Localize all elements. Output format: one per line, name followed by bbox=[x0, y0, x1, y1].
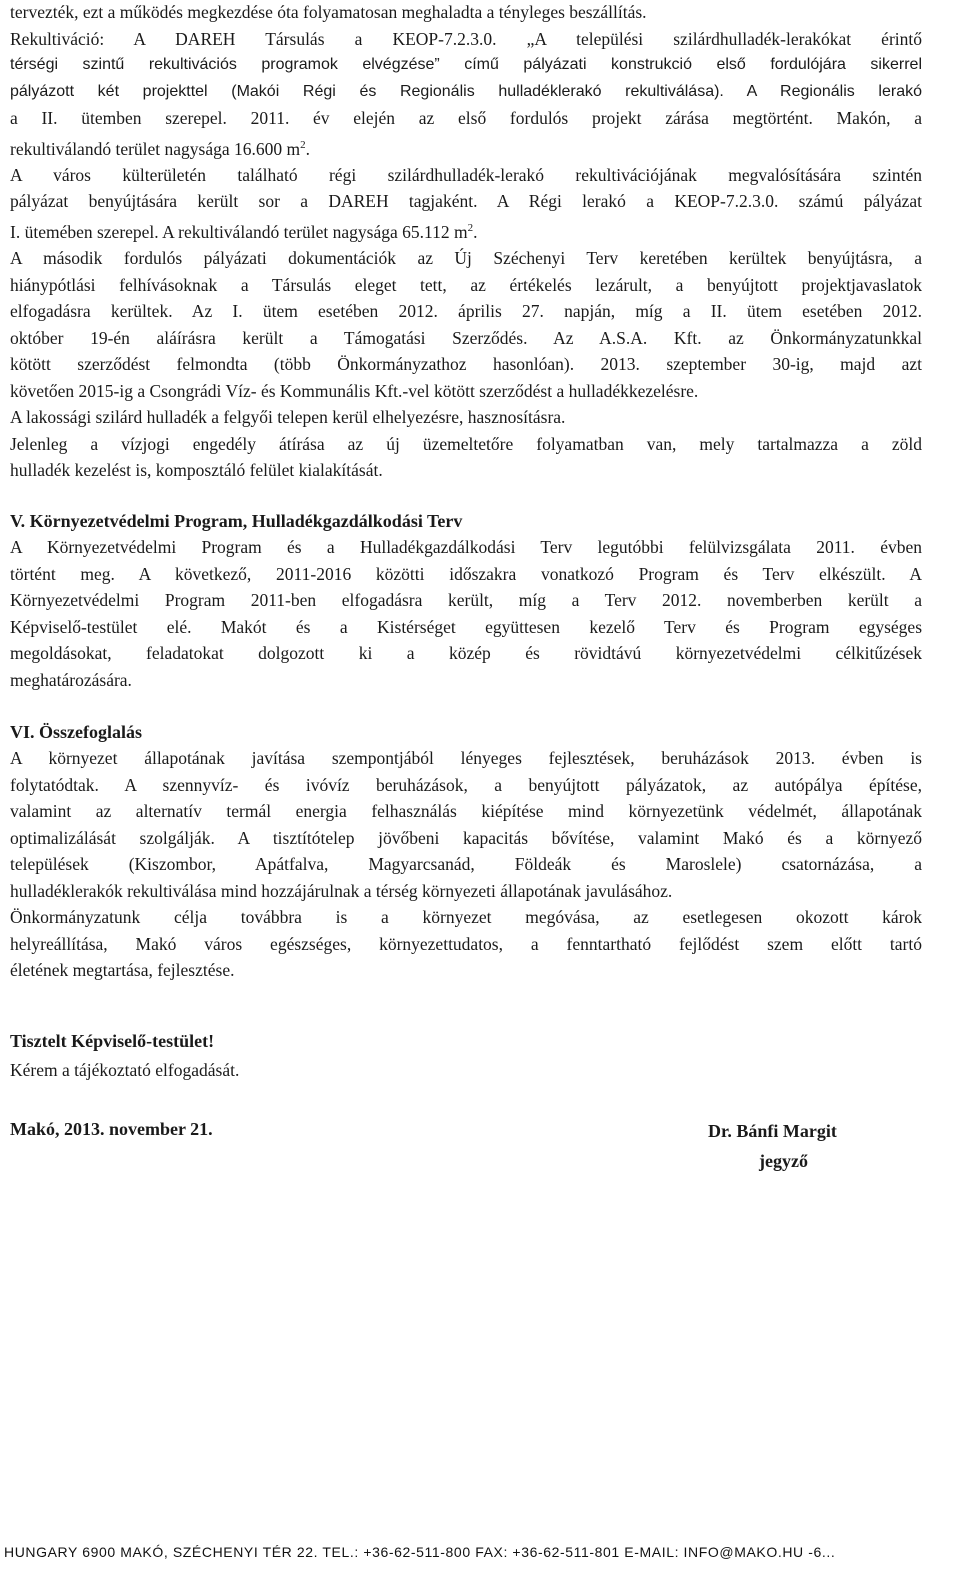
paragraph-line-with-area bbox=[10, 132, 922, 162]
paragraph-line: folytatódtak. A szennyvíz- és ivóvíz beruházások, a benyújtott pályázatok, az autópálya építése, bbox=[10, 774, 922, 795]
salutation: Tisztelt Képviselő-testület! bbox=[10, 1031, 215, 1051]
paragraph-line: hulladék kezelést is, komposztáló felület kialakítását. bbox=[10, 460, 383, 481]
sentence-period: . bbox=[473, 221, 478, 242]
paragraph-line: A város külterületén található régi szilárdhulladék-lerakó rekultivációjának megvalósítására szintén bbox=[10, 164, 922, 185]
paragraph-line: helyreállítása, Makó város egészséges, környezettudatos, a fenntartható fejlődést szem előtt tartó bbox=[10, 933, 922, 954]
paragraph-line: települések (Kiszombor, Apátfalva, Magyarcsanád, Földeák és Maroslele) csatornázása, a bbox=[10, 854, 922, 874]
paragraph-line: Környezetvédelmi Program 2011-ben elfogadásra került, míg a Terv 2012. novemberben került a bbox=[10, 590, 922, 610]
section-vi bbox=[10, 719, 922, 984]
paragraph-line: hiánypótlási felhívásoknak a Társulás eleget tett, az értékelés lezárult, a benyújtott projektjavaslatok bbox=[10, 274, 922, 295]
request-line: Kérem a tájékoztató elfogadását. bbox=[10, 1060, 240, 1080]
section-heading: VI. Összefoglalás bbox=[10, 722, 142, 742]
paragraph-line: október 19-én aláírásra került a Támogatási Szerződés. Az A.S.A. Kft. az Önkormányzatunkkal bbox=[10, 327, 922, 348]
paragraph-line: követően 2015-ig a Csongrádi Víz- és Kommunális Kft.-vel kötött szerződést a hulladékkezelésre. bbox=[10, 380, 699, 401]
paragraph-line: a II. ütemben szerepel. 2011. év elején az első fordulós projekt zárása megtörtént. Makón, a bbox=[10, 108, 922, 128]
paragraph-line: megoldásokat, feladatokat dolgozott ki a közép és rövidtávú környezetvédelmi célkitűzések bbox=[10, 643, 922, 663]
signatory-title: jegyző bbox=[759, 1151, 808, 1171]
section-heading: V. Környezetvédelmi Program, Hulladékgazdálkodási Terv bbox=[10, 511, 463, 531]
paragraph-line: Jelenleg a vízjogi engedély átírása az új üzemeltetőre folyamatban van, mely tartalmazza a zöld bbox=[10, 433, 922, 454]
signatory-name: Dr. Bánfi Margit bbox=[708, 1121, 837, 1141]
paragraph-line: történt meg. A következő, 2011-2016 közötti időszakra vonatkozó Program és Terv elkészült. A bbox=[10, 563, 922, 584]
superscript-2: 2 bbox=[467, 221, 474, 234]
footer-contact: HUNGARY 6900 MAKÓ, SZÉCHENYI TÉR 22. TEL.: +36-62-511-800 FAX: +36-62-511-801 E-MAIL: INFO@MAKO.HU -6... bbox=[4, 1544, 836, 1560]
footer-divider bbox=[4, 1537, 956, 1538]
paragraph-line: hulladéklerakók rekultiválása mind hozzájárulnak a térség környezeti állapotának javulásához. bbox=[10, 880, 673, 901]
paragraph-line: elfogadásra kerültek. Az I. ütem esetében 2012. április 27. napján, míg a II. ütem esetében 2012. bbox=[10, 301, 922, 322]
paragraph-line: Képviselő-testület elé. Makót és a Kistérséget együttesen kezelő Terv és Program egységes bbox=[10, 616, 922, 637]
superscript-2: 2 bbox=[300, 138, 306, 151]
area-text-1: rekultiválandó terület nagysága 16.600 m bbox=[10, 138, 301, 159]
paragraph-line-with-area bbox=[10, 215, 922, 245]
paragraph-line: térségi szintű rekultivációs programok elvégzése” című pályázati konstrukció első fordulójára sikerrel bbox=[10, 56, 922, 73]
paragraph-line: optimalizálását szolgálják. A tisztítótelep jövőbeni kapacitás bővítése, valamint Makó és a környező bbox=[10, 827, 922, 848]
paragraph-line: Önkormányzatunk célja továbbra is a környezet megóvása, az esetlegesen okozott károk bbox=[10, 907, 922, 927]
paragraph-line: pályázott két projekttel (Makói Régi és Regionális hulladéklerakó rekultiválása). A Regionális lerakó bbox=[10, 82, 922, 100]
paragraph-line: A második fordulós pályázati dokumentációk az Új Széchenyi Terv keretében kerültek benyújtásra, a bbox=[10, 248, 922, 269]
place-date: Makó, 2013. november 21. bbox=[10, 1119, 213, 1139]
paragraph-line: valamint az alternatív termál energia felhasználás kiépítése mind környezetünk védelmét, állapotának bbox=[10, 801, 922, 821]
paragraph-line: A Környezetvédelmi Program és a Hulladékgazdálkodási Terv legutóbbi felülvizsgálata 2011. évben bbox=[10, 537, 922, 557]
paragraph-line: pályázat benyújtására került sor a DAREH tagjaként. A Régi lerakó a KEOP-7.2.3.0. számú pályázat bbox=[10, 191, 922, 212]
paragraph-line: tervezték, ezt a működés megkezdése óta folyamatosan meghaladta a tényleges beszállítás. bbox=[10, 2, 647, 22]
area-text-2: I. ütemében szerepel. A rekultiválandó terület nagysága 65.112 m bbox=[10, 221, 468, 242]
paragraph-line: meghatározására. bbox=[10, 669, 132, 690]
sentence-period: . bbox=[305, 138, 311, 159]
paragraph-line: kötött szerződést felmondta (több Önkormányzathoz hasonlóan). 2013. szeptember 30-ig, majd azt bbox=[10, 354, 922, 375]
paragraph-line: A környezet állapotának javítása szempontjából lényeges fejlesztések, beruházások 2013. évben is bbox=[10, 748, 922, 768]
section-v bbox=[10, 508, 922, 693]
paragraph-line: A lakossági szilárd hulladék a felgyői telepen kerül elhelyezésre, hasznosításra. bbox=[10, 407, 566, 428]
paragraph-line: életének megtartása, fejlesztése. bbox=[10, 960, 235, 980]
paragraph-line: Rekultiváció: A DAREH Társulás a KEOP-7.2.3.0. „A települési szilárdhulladék-lerakókat érintő bbox=[10, 28, 922, 49]
section-iv-rekultivacio bbox=[10, 0, 922, 484]
